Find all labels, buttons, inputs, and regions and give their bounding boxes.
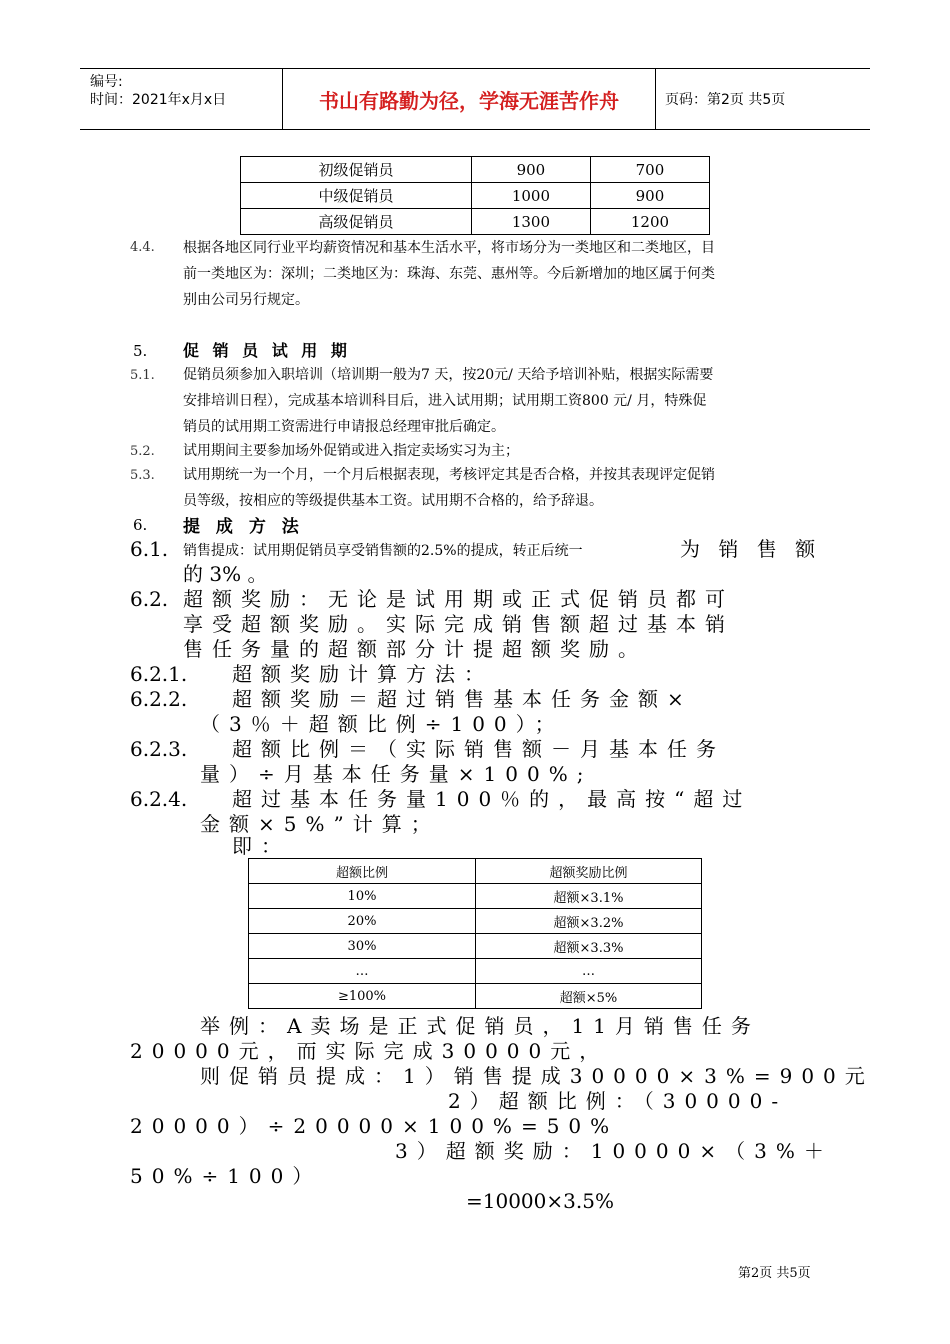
paragraph-line: 超额奖励：无论是试用期或正式促销员都可	[183, 587, 734, 611]
paragraph-line: 安排培训日程），完成基本培训科目后，进入试用期；试用期工资800 元/ 月，特殊促	[183, 393, 707, 409]
table-cell: 初级促销员	[241, 157, 472, 183]
table-row	[249, 934, 702, 959]
paragraph-line: 销售提成：试用期促销员享受销售额的2.5%的提成，转正后统一	[183, 543, 583, 559]
table-cell: …	[476, 959, 702, 984]
paragraph-line: （3％＋超额比例÷100）；	[200, 712, 564, 736]
table-cell: 超额×3.1%	[476, 884, 702, 909]
section-number: 6.2.1.	[130, 662, 188, 686]
section-number: 6.2.	[130, 587, 169, 611]
paragraph-line: 销员的试用期工资需进行申请报总经理审批后确定。	[183, 419, 505, 435]
paragraph-line: 超额奖励计算方法：	[232, 662, 493, 686]
table-cell: 1300	[471, 209, 590, 235]
table-cell: 900	[590, 183, 709, 209]
example-line: 20000）÷20000×100%=50%	[130, 1114, 619, 1138]
paragraph-line: 别由公司另行规定。	[183, 292, 309, 308]
doc-time-label: 时间：2021年x月x日	[90, 92, 227, 108]
paragraph-line: 为 销 售 额	[680, 537, 822, 561]
table-header-row	[249, 859, 702, 884]
table-cell: 700	[590, 157, 709, 183]
example-line: 举例：A卖场是正式促销员，11月销售任务	[200, 1014, 760, 1038]
paragraph-line: 即：	[232, 834, 290, 858]
table-cell: 10%	[249, 884, 476, 909]
section-number: 5.	[133, 342, 148, 360]
paragraph-line: 根据各地区同行业平均薪资情况和基本生活水平，将市场分为一类地区和二类地区，目	[183, 240, 715, 256]
paragraph-line: 促销员须参加入职培训（培训期一般为7 天，按20元/ 天给予培训补贴，根据实际需要	[183, 367, 714, 383]
section-number: 6.2.2.	[130, 687, 188, 711]
section-number: 5.3.	[130, 468, 155, 483]
salary-table	[240, 156, 710, 235]
table-header-cell: 超额比例	[249, 859, 476, 884]
table-cell: 30%	[249, 934, 476, 959]
table-cell: 20%	[249, 909, 476, 934]
bonus-ratio-table	[248, 858, 702, 1009]
table-row	[241, 209, 710, 235]
paragraph-line: 超过基本任务量100％的，最高按“超过	[232, 787, 752, 811]
table-cell: 超额×5%	[476, 984, 702, 1009]
section-number: 4.4.	[130, 240, 155, 255]
paragraph-line: 员等级，按相应的等级提供基本工资。试用期不合格的，给予辞退。	[183, 493, 603, 509]
table-row	[241, 157, 710, 183]
paragraph-line: 试用期间主要参加场外促销或进入指定卖场实习为主；	[183, 443, 519, 459]
table-row	[241, 183, 710, 209]
paragraph-line: 超额奖励＝超过销售基本任务金额×	[232, 687, 693, 711]
section-number: 6.	[133, 516, 148, 534]
table-cell: 超额×3.3%	[476, 934, 702, 959]
section-number: 6.1.	[130, 537, 169, 561]
example-line: 2）超额比例：（30000-	[448, 1089, 788, 1113]
section-number: 5.2.	[130, 444, 155, 459]
table-cell: 超额×3.2%	[476, 909, 702, 934]
section-number: 6.2.4.	[130, 787, 188, 811]
paragraph-line: 的 3% 。	[183, 562, 268, 586]
paragraph-line: 享受超额奖励。实际完成销售额超过基本销	[183, 612, 734, 636]
paragraph-line: 售任务量的超额部分计提超额奖励。	[183, 637, 647, 661]
header-meta	[80, 69, 280, 129]
table-cell: ≥100%	[249, 984, 476, 1009]
table-cell: 1200	[590, 209, 709, 235]
table-header-cell: 超额奖励比例	[476, 859, 702, 884]
doc-number-label: 编号:	[90, 74, 123, 90]
example-line: 20000元，而实际完成30000元，	[130, 1039, 609, 1063]
paragraph-line: 量）÷月基本任务量×100%;	[200, 762, 593, 786]
example-line: 3）超额奖励：10000×（3%＋	[395, 1139, 833, 1163]
paragraph-line: 试用期统一为一个月，一个月后根据表现，考核评定其是否合格，并按其表现评定促销	[183, 467, 715, 483]
paragraph-line: 超额比例＝（实际销售额－月基本任务	[232, 737, 725, 761]
table-cell: 900	[471, 157, 590, 183]
section-title: 提 成 方 法	[183, 517, 304, 537]
page-footer: 第2页 共5页	[738, 1266, 811, 1281]
header-page-label: 页码：第2页 共5页	[665, 92, 786, 108]
section-number: 5.1.	[130, 368, 155, 383]
table-cell: 中级促销员	[241, 183, 472, 209]
table-row	[249, 984, 702, 1009]
table-cell: …	[249, 959, 476, 984]
section-number: 6.2.3.	[130, 737, 188, 761]
page-header	[80, 68, 870, 130]
example-line: =10000×3.5%	[466, 1189, 614, 1213]
paragraph-line: 金额×5%”计算；	[200, 812, 440, 836]
header-motto: 书山有路勤为径，学海无涯苦作舟	[282, 69, 656, 129]
section-title: 促 销 员 试 用 期	[183, 341, 351, 360]
table-row	[249, 909, 702, 934]
table-row	[249, 884, 702, 909]
table-row	[249, 959, 702, 984]
example-line: 50%÷100）	[130, 1164, 322, 1188]
paragraph-line: 前一类地区为：深圳；二类地区为：珠海、东莞、惠州等。今后新增加的地区属于何类	[183, 266, 715, 282]
table-cell: 高级促销员	[241, 209, 472, 235]
table-cell: 1000	[471, 183, 590, 209]
example-line: 则促销员提成：1）销售提成30000×3%=900元	[200, 1064, 874, 1088]
